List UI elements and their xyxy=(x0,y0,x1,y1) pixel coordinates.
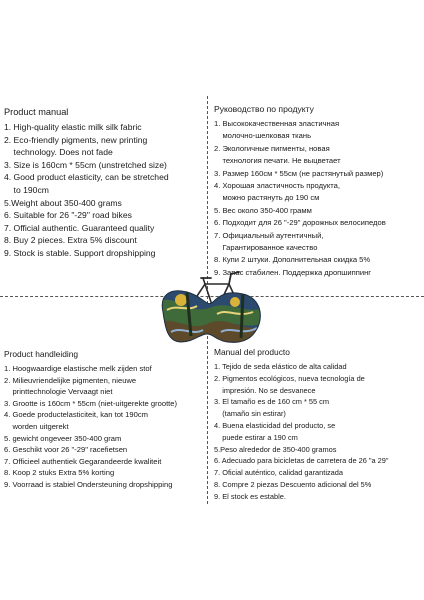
list-item: 6. Adecuado para bicicletas de carretera de 26 "a 29" xyxy=(214,456,389,466)
list-item: (tamaño sin estirar) xyxy=(214,409,286,419)
list-item: 4. Buena elasticidad del producto, se xyxy=(214,420,336,430)
list-item: 7. Official authentic. Guaranteed quality xyxy=(4,222,155,233)
list-item: 8. Buy 2 pieces. Extra 5% discount xyxy=(4,235,137,246)
list-item: 7. Oficial auténtico, calidad garantizada xyxy=(214,468,344,478)
list-item: puede estirar a 190 cm xyxy=(214,432,298,442)
list-item: 5.Peso alrededor de 350-400 gramos xyxy=(214,444,337,454)
list-item: 1. High-quality elastic milk silk fabric xyxy=(4,122,142,132)
list-item: 2. Pigmentos ecológicos, nueva tecnología de xyxy=(214,373,365,383)
list-item: 3. Размер 160см * 55см (не растянутый размер) xyxy=(214,168,384,178)
english-title: Product manual xyxy=(4,107,69,117)
list-item: 2. Экологичные пигменты, новая xyxy=(214,143,330,153)
list-item: 2. Milieuvriendelijke pigmenten, nieuwe xyxy=(4,375,137,385)
list-item: printtechnologie Vervaagt niet xyxy=(4,387,113,397)
list-item: 3. Grootte is 160cm * 55cm (niet-uitgerekte grootte) xyxy=(4,398,178,408)
list-item: 5. gewicht ongeveer 350-400 gram xyxy=(4,433,122,443)
list-item: 4. Goede productelasticiteit, kan tot 190cm xyxy=(4,410,148,420)
list-item: 6. Подходит для 26 "-29" дорожных велосипедов xyxy=(214,218,386,228)
list-item: технология печати. Не выцветает xyxy=(214,156,341,166)
list-item: можно растянуть до 190 см xyxy=(214,193,320,203)
list-item: Гарантированное качество xyxy=(214,243,318,253)
spanish-list xyxy=(214,361,422,503)
english-list xyxy=(4,121,204,260)
spanish-title: Manual del producto xyxy=(214,347,290,357)
dutch-title: Product handleiding xyxy=(4,349,79,359)
russian-manual xyxy=(214,103,422,279)
list-item: 8. Koop 2 stuks Extra 5% korting xyxy=(4,468,115,478)
list-item: 9. El stock es estable. xyxy=(214,491,286,501)
list-item: 8. Купи 2 штуки. Дополнительная скидка 5% xyxy=(214,255,371,265)
painting-pattern xyxy=(157,282,267,352)
list-item: technology. Does not fade xyxy=(4,147,113,158)
russian-list xyxy=(214,118,422,279)
dutch-list xyxy=(4,363,209,491)
list-item: to 190cm xyxy=(4,184,49,195)
list-item: 3. El tamaño es de 160 cm * 55 cm xyxy=(214,397,330,407)
list-item: 5.Weight about 350-400 grams xyxy=(4,197,122,208)
list-item: impresión. No se desvanece xyxy=(214,385,316,395)
list-item: 4. Good product elasticity, can be stretched xyxy=(4,172,169,183)
list-item: 9. Stock is stable. Support dropshipping xyxy=(4,247,156,258)
bike-cover-product-image xyxy=(157,262,267,352)
list-item: 7. Officieel authentiek Gegarandeerde kwaliteit xyxy=(4,456,162,466)
list-item: 7. Официальный аутентичный, xyxy=(214,230,324,240)
list-item: 1. Tejido de seda elástico de alta calidad xyxy=(214,362,347,371)
spanish-manual xyxy=(214,346,422,503)
list-item: 9. Запас стабилен. Поддержка дропшиппинг xyxy=(214,267,372,277)
dutch-manual xyxy=(4,348,209,491)
list-item: 5. Вес около 350-400 грамм xyxy=(214,205,312,215)
list-item: 3. Size is 160cm * 55cm (unstretched size) xyxy=(4,159,167,170)
list-item: 6. Geschikt voor 26 "-29" racefietsen xyxy=(4,445,128,455)
list-item: 9. Voorraad is stabiel Ondersteuning dropshipping xyxy=(4,479,173,489)
list-item: 1. Hoogwaardige elastische melk zijden stof xyxy=(4,364,152,373)
list-item: 6. Suitable for 26 "-29" road bikes xyxy=(4,210,132,221)
english-manual xyxy=(4,106,204,260)
list-item: 8. Compre 2 piezas Descuento adicional del 5% xyxy=(214,479,372,489)
list-item: молочно-шелковая ткань xyxy=(214,131,312,141)
list-item: 1. Высококачественная эластичная xyxy=(214,119,340,128)
list-item: 2. Eco-friendly pigments, new printing xyxy=(4,134,148,145)
list-item: 4. Хорошая эластичность продукта, xyxy=(214,181,340,191)
list-item: worden uitgerekt xyxy=(4,421,69,431)
russian-title: Руководство по продукту xyxy=(214,104,314,114)
